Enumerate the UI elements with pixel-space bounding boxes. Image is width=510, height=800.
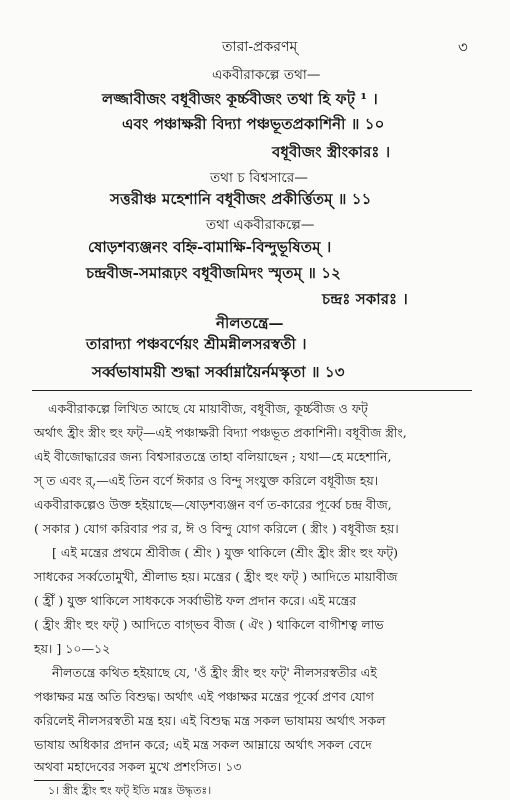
verse-line: লজ্জাবীজং বধূবীজং কূর্চ্চবীজং তথা হি ফট্‌ ¹ । — [102, 90, 378, 108]
commentary-line: করিলেই নীলসরস্বতী মন্ত্র হয়। এই বিশুদ্ধ মন্ত্র সকল ভাষাময় অর্থাৎ সকল — [34, 713, 386, 728]
commentary-line: পঞ্চাক্ষর মন্ত্র অতি বিশুদ্ধ। অর্থাৎ এই পঞ্চাক্ষর মন্ত্রের পূর্ব্বে প্রণব যোগ — [34, 689, 374, 704]
verse-source-heading: তথা চ বিশ্বসারে— — [210, 170, 308, 186]
verse-line: চন্দ্রঃ সকারঃ । — [322, 290, 408, 308]
footnote-divider — [34, 780, 104, 781]
verse-source-heading: নীলতন্ত্রে— — [216, 314, 284, 332]
commentary-line: সাধকের সর্ব্বতোমুখী, শ্রীলাভ হয়। মন্ত্রের ( হ্রীং হুং ফট্‌ ) আদিতে মায়াবীজ — [34, 569, 398, 584]
page-number: ৩ — [458, 38, 468, 56]
commentary-line: স্‌ ত এবং র্‌,—এই তিন বর্ণে ঈকার ও বিন্দু সংযুক্ত করিলে বধূবীজ হয়। — [34, 473, 379, 488]
verse-line: সত্তরীঞ্চ মহেশানি বধূবীজং প্রকীর্ত্তিতম্‌ ॥ ১১ — [110, 190, 372, 208]
commentary-line: হয়। ] ১০—১২ — [34, 641, 111, 656]
commentary-line: নীলতন্ত্রে কথিত হইয়াছে যে, 'ওঁ হ্রীং স্ত্রীং হুং ফট্‌' নীলসরস্বতীর এই — [52, 665, 377, 680]
commentary-line: একবীরাকল্পে লিখিত আছে যে মায়াবীজ, বধূবীজ, কূর্চ্চবীজ ও ফট্‌ — [48, 401, 368, 416]
footnote: ১। স্ত্রীং হ্রীং হুং ফট্‌ ইতি মন্ত্রঃ উদ্ধৃতঃ। — [48, 784, 212, 797]
section-divider — [32, 390, 472, 391]
commentary-line: ( হ্রীং স্ত্রীং হুং ফট্‌ ) আদিতে বাগ্‌ভব বীজ ( ঐং ) থাকিলে বাগীশত্ব লাভ — [34, 617, 384, 632]
verse-line: সর্ব্বভাষাময়ী শুদ্ধা সর্ব্বাম্নায়ৈর্নমস্কৃতা ॥ ১৩ — [92, 363, 345, 381]
commentary-line: একবীরাকল্পেও উক্ত হইয়াছে—ষোড়শব্যঞ্জন বর্ণ ত-কারের পূর্ব্বে চন্দ্র বীজ, — [34, 497, 392, 512]
verse-source-heading: তথা একবীরাকল্পে— — [206, 217, 315, 233]
verse-line: ষোড়শব্যঞ্জনং বহ্নি-বামাক্ষি-বিন্দুভূষিতম্‌ । — [88, 238, 332, 256]
commentary-line: অর্থাৎ হ্রীং স্ত্রীং হুং ফট্‌—এই পঞ্চাক্ষরী বিদ্যা পঞ্চভূত প্রকাশিনী। বধূবীজ স্ত্রীং, — [34, 425, 407, 440]
commentary-line: [ এই মন্ত্রের প্রথমে শ্রীবীজ ( শ্রীং ) যুক্ত থাকিলে (শ্রীং হ্রীং স্ত্রীং হুং ফট্‌) — [52, 545, 398, 560]
verse-source-heading: একবীরাকল্পে তথা— — [212, 67, 321, 83]
verse-line: বধূবীজং স্ত্রীংকারঃ । — [272, 143, 391, 161]
commentary-line: এই বীজোদ্ধারের জন্য বিশ্বসারতন্ত্রে তাহা বলিয়াছেন ; যথা—হে মহেশানি, — [34, 449, 392, 464]
commentary-line: অথবা মহাদেবের সকল মুখে প্রশংসিত। ১৩ — [34, 759, 242, 774]
verse-line: এবং পঞ্চাক্ষরী বিদ্যা পঞ্চভূতপ্রকাশিনী ॥ ১০ — [122, 115, 385, 133]
commentary-line: ( হ্রীঁ ) যুক্ত থাকিলে সাধককে সর্ব্বাভীষ্ট ফল প্রদান করে। এই মন্ত্রের — [34, 593, 357, 608]
commentary-line: ( সকার ) যোগ করিবার পর র, ঈ ও বিন্দু যোগ করিলে ( স্ত্রীং ) বধূবীজ হয়। — [34, 521, 399, 536]
verse-line: তারাদ্যা পঞ্চবর্ণেয়ং শ্রীমন্নীলসরস্বতী । — [86, 335, 307, 353]
verse-line: চন্দ্রবীজ-সমারূঢ়ং বধূবীজমিদং স্মৃতম্‌ ॥ ১২ — [86, 264, 341, 282]
running-header: তারা-প্রকরণম্‌ — [222, 39, 298, 55]
commentary-line: ভাষায় অধিকার প্রদান করে; এই মন্ত্র সকল আম্নায়ে অর্থাৎ সকল বেদে — [34, 737, 372, 752]
